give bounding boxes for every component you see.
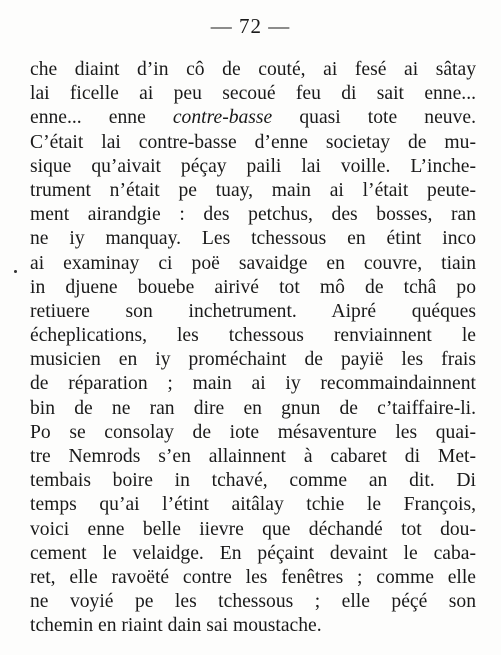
page-number: — 72 — <box>210 14 291 38</box>
stray-ink-mark <box>14 270 17 273</box>
text-line: écheplications, les tchessous renviainnent le <box>30 325 476 347</box>
text-line: lai ficelle ai peu secoué feu di sait enne... <box>30 83 476 105</box>
text-line: in djuene bouebe airivé tot mô de tchâ po <box>30 276 476 298</box>
text-line: ment airandgie : des petchus, des bosses, ran <box>30 204 476 226</box>
text-line: ne voyié pe les tchessous ; elle péçé son <box>30 591 476 613</box>
text-line: cement le velaidge. En péçaint devaint le caba- <box>30 542 476 564</box>
text-line: temps qu’ai l’étint aitâlay tchie le François, <box>30 494 476 516</box>
text-line: ret, elle ravoëté contre les fenêtres ; comme elle <box>30 566 476 588</box>
text-line: bin de ne ran dire en gnun de c’taiffaire-li. <box>30 397 476 419</box>
text-line: voici enne belle iievre que déchandé tot dou- <box>30 518 476 540</box>
text-line-last: tchemin en riaint dain sai moustache. <box>30 615 322 637</box>
text-line: retiuere son inchetrument. Aipré quéques <box>30 300 476 322</box>
text-line: C’était lai contre-basse d’enne societay de mu- <box>30 131 476 153</box>
text-fragment: enne... enne <box>30 107 146 129</box>
text-line: tembais boire in tchavé, comme an dit. Di <box>30 470 476 492</box>
text-line: tre Nemrods s’en allainnent à cabaret di Met- <box>30 446 476 467</box>
body-text <box>30 58 476 639</box>
text-line: ai examinay ci poë savaidge en couvre, tiain <box>30 252 476 274</box>
text-line: che diaint d’in cô de couté, ai fesé ai sâtay <box>30 59 476 80</box>
text-fragment: quasi tote neuve. <box>299 107 476 129</box>
text-line: ne iy manquay. Les tchessous en étint inco <box>30 228 476 250</box>
text-line: sique qu’aivait péçay paili lai voille. L’inche- <box>30 155 476 177</box>
text-line: trument n’était pe tuay, main ai l’était peute- <box>30 179 476 201</box>
text-line: musicien en iy proméchaint de payië les frais <box>30 349 476 371</box>
text-line: Po se consolay de iote mésaventure les quai- <box>30 421 476 443</box>
text-line <box>30 106 476 130</box>
text-line: de réparation ; main ai iy recommaindainnent <box>30 373 476 395</box>
italic-term: contre-basse <box>172 107 273 129</box>
